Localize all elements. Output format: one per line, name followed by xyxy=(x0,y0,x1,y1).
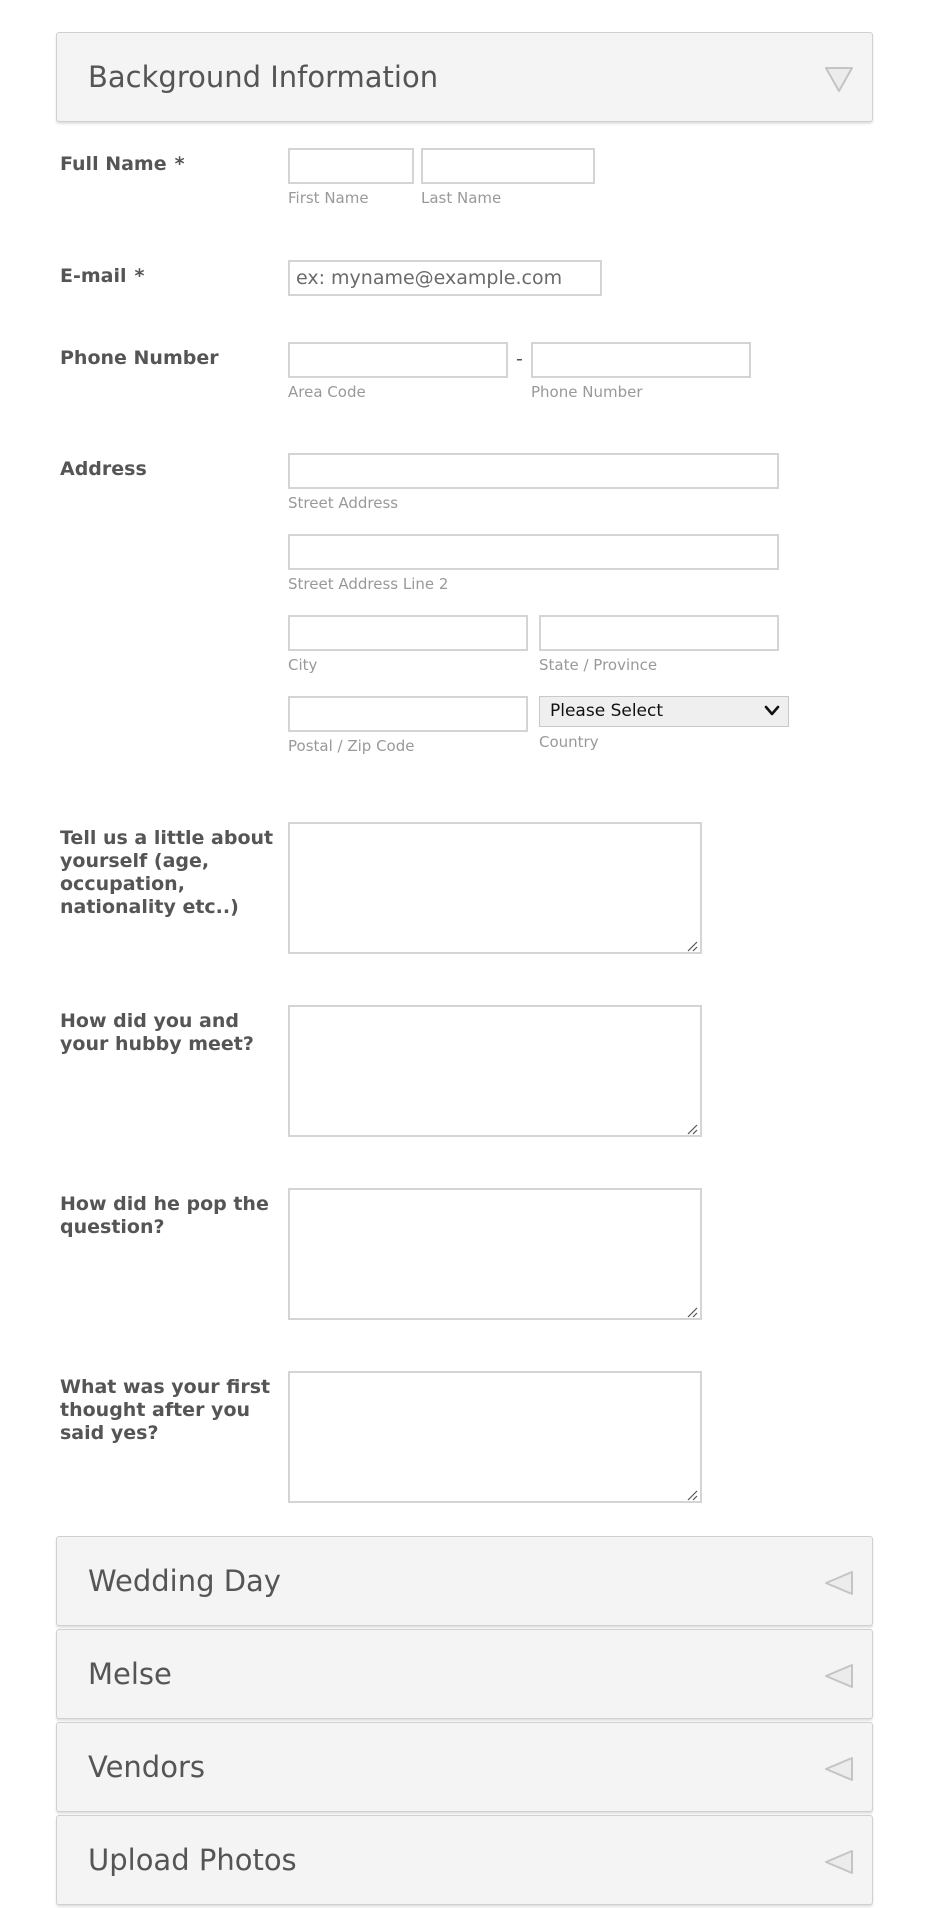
section-melse[interactable] xyxy=(56,1629,873,1719)
last-name-sublabel: Last Name xyxy=(421,189,502,207)
resize-grip-icon[interactable] xyxy=(686,1123,698,1135)
first-name-sublabel: First Name xyxy=(288,189,369,207)
triangle-left-icon xyxy=(824,1755,854,1783)
section-vendors[interactable] xyxy=(56,1722,873,1812)
triangle-left-icon xyxy=(824,1662,854,1690)
street-address-line2-sublabel: Street Address Line 2 xyxy=(288,575,449,593)
section-upload-photos[interactable] xyxy=(56,1815,873,1905)
phone-number-sublabel: Phone Number xyxy=(531,383,643,401)
street-address-input[interactable] xyxy=(288,453,779,489)
area-code-sublabel: Area Code xyxy=(288,383,366,401)
chevron-down-icon xyxy=(764,704,780,718)
how-met-label: How did you and your hubby meet? xyxy=(60,1010,254,1055)
resize-grip-icon[interactable] xyxy=(686,940,698,952)
address-label: Address xyxy=(60,458,147,480)
resize-grip-icon[interactable] xyxy=(686,1306,698,1318)
city-input[interactable] xyxy=(288,615,528,651)
last-name-input[interactable] xyxy=(421,148,595,184)
triangle-left-icon xyxy=(824,1848,854,1876)
proposal-textarea[interactable] xyxy=(288,1188,702,1320)
phone-number-input[interactable] xyxy=(531,342,751,378)
phone-separator: - xyxy=(516,348,523,370)
section-title: Background Information xyxy=(88,60,439,94)
country-select-value: Please Select xyxy=(550,701,664,721)
section-title: Wedding Day xyxy=(88,1564,281,1598)
street-address-line2-input[interactable] xyxy=(288,534,779,570)
country-select[interactable] xyxy=(539,696,789,727)
section-wedding-day[interactable] xyxy=(56,1536,873,1626)
street-address-sublabel: Street Address xyxy=(288,494,399,512)
postal-code-sublabel: Postal / Zip Code xyxy=(288,737,415,755)
first-thought-label: What was your first thought after you said yes? xyxy=(60,1376,271,1444)
section-background-information[interactable] xyxy=(56,32,873,122)
resize-grip-icon[interactable] xyxy=(686,1489,698,1501)
postal-code-input[interactable] xyxy=(288,696,528,732)
state-province-input[interactable] xyxy=(539,615,779,651)
proposal-label: How did he pop the question? xyxy=(60,1193,269,1238)
triangle-down-icon xyxy=(824,65,854,93)
section-title: Melse xyxy=(88,1657,172,1691)
about-yourself-textarea[interactable] xyxy=(288,822,702,954)
section-title: Vendors xyxy=(88,1750,205,1784)
phone-label: Phone Number xyxy=(60,347,219,369)
triangle-left-icon xyxy=(824,1569,854,1597)
first-name-input[interactable] xyxy=(288,148,414,184)
about-yourself-label: Tell us a little about yourself (age, occupation, nationality etc..) xyxy=(60,827,274,918)
required-mark: * xyxy=(174,153,185,175)
first-thought-textarea[interactable] xyxy=(288,1371,702,1503)
email-label: E-mail * xyxy=(60,265,145,287)
required-mark: * xyxy=(134,265,145,287)
full-name-label: Full Name * xyxy=(60,153,185,175)
state-province-sublabel: State / Province xyxy=(539,656,658,674)
section-title: Upload Photos xyxy=(88,1843,297,1877)
city-sublabel: City xyxy=(288,656,318,674)
how-met-textarea[interactable] xyxy=(288,1005,702,1137)
country-sublabel: Country xyxy=(539,733,599,751)
email-input[interactable] xyxy=(288,260,602,296)
area-code-input[interactable] xyxy=(288,342,508,378)
